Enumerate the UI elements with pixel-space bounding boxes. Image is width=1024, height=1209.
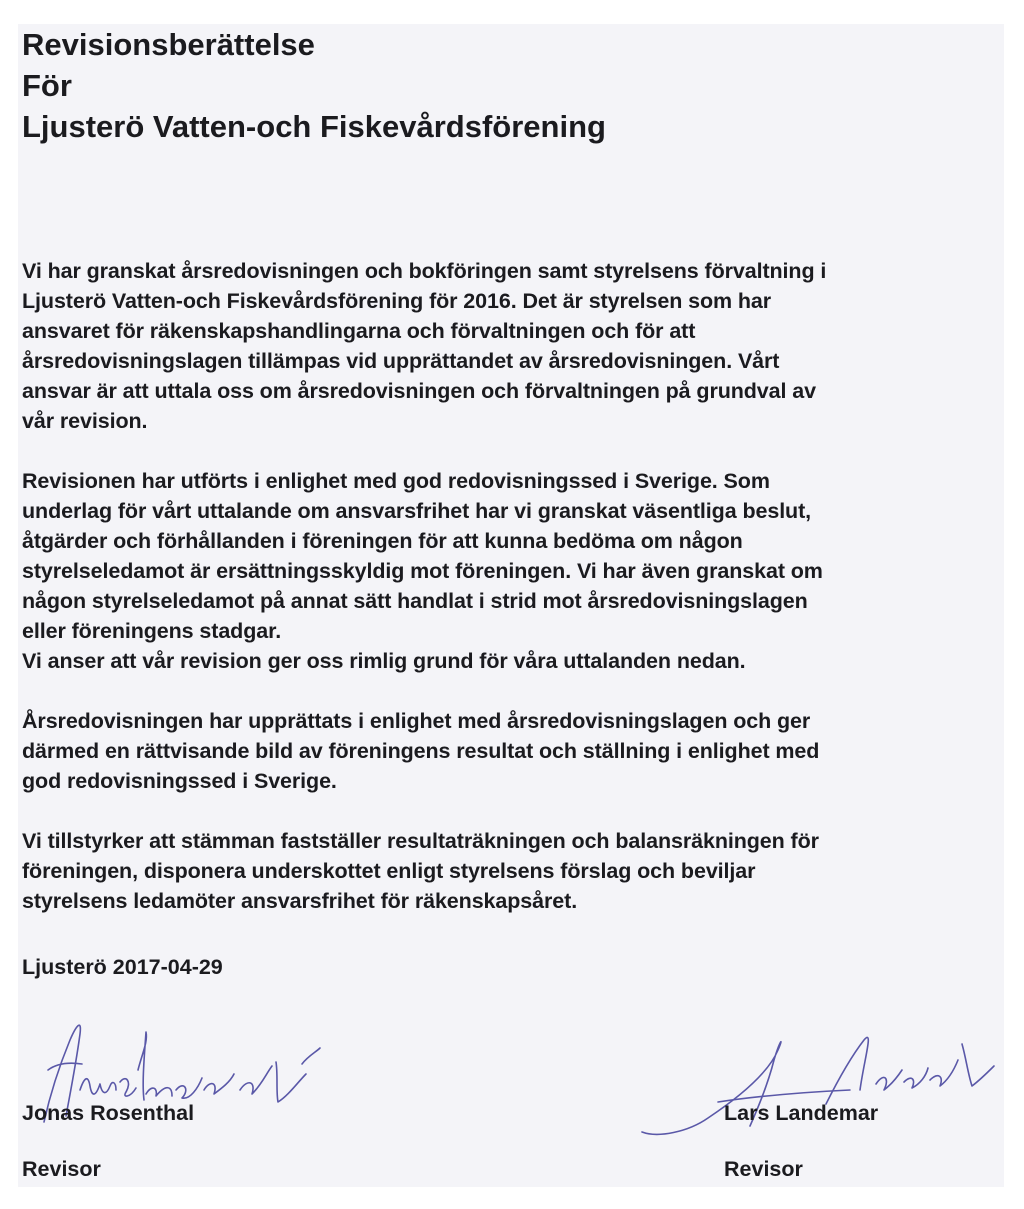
title-line: Revisionsberättelse <box>22 27 315 62</box>
text-line: åtgärder och förhållanden i föreningen för att kunna bedöma om någon <box>22 529 743 553</box>
signatory-name-1: Jonas Rosenthal <box>22 1101 195 1125</box>
title-line: Ljusterö Vatten-och Fiskevårdsförening <box>22 109 606 144</box>
text-line: styrelseledamot är ersättningsskyldig mot föreningen. Vi har även granskat om <box>22 559 823 583</box>
document-body <box>22 256 1004 946</box>
text-line: årsredovisningslagen tillämpas vid upprättandet av årsredovisningen. Vårt <box>22 349 780 373</box>
text-line: föreningen, disponera underskottet enligt styrelsens förslag och beviljar <box>22 859 756 883</box>
title-line: För <box>22 68 72 103</box>
text-line: därmed en rättvisande bild av föreningens resultat och ställning i enlighet med <box>22 739 820 763</box>
place-and-date: Ljusterö 2017-04-29 <box>22 955 223 979</box>
document-sheet <box>18 24 1004 1187</box>
signatory-name-2: Lars Landemar <box>724 1101 879 1125</box>
text-line: Revisionen har utförts i enlighet med god redovisningssed i Sverige. Som <box>22 469 770 493</box>
text-line: underlag för vårt uttalande om ansvarsfrihet har vi granskat väsentliga beslut, <box>22 499 812 523</box>
document-title <box>22 24 606 147</box>
text-line: någon styrelseledamot på annat sätt handlat i strid mot årsredovisningslagen <box>22 589 808 613</box>
text-line: god redovisningssed i Sverige. <box>22 769 337 793</box>
text-line: Årsredovisningen har upprättats i enlighet med årsredovisningslagen och ger <box>22 709 811 733</box>
signatory-role-2: Revisor <box>724 1157 803 1181</box>
text-line: Vi anser att vår revision ger oss rimlig grund för våra uttalanden nedan. <box>22 649 746 673</box>
paragraph-opinion <box>22 706 1004 796</box>
text-line: Ljusterö Vatten-och Fiskevårdsförening för 2016. Det är styrelsen som har <box>22 289 772 313</box>
paragraph-method <box>22 466 1004 676</box>
signature-block-1 <box>18 994 378 1184</box>
signatory-role-1: Revisor <box>22 1157 101 1181</box>
paragraph-scope <box>22 256 1004 436</box>
text-line: Vi tillstyrker att stämman fastställer resultaträkningen och balansräkningen för <box>22 829 819 853</box>
text-line: vår revision. <box>22 409 148 433</box>
signature-block-2 <box>618 994 1004 1184</box>
text-line: Vi har granskat årsredovisningen och bokföringen samt styrelsens förvaltning i <box>22 259 827 283</box>
text-line: styrelsens ledamöter ansvarsfrihet för räkenskapsåret. <box>22 889 578 913</box>
text-line: eller föreningens stadgar. <box>22 619 282 643</box>
text-line: ansvaret för räkenskapshandlingarna och förvaltningen och för att <box>22 319 696 343</box>
paragraph-recommendation <box>22 826 1004 916</box>
text-line: ansvar är att uttala oss om årsredovisningen och förvaltningen på grundval av <box>22 379 816 403</box>
